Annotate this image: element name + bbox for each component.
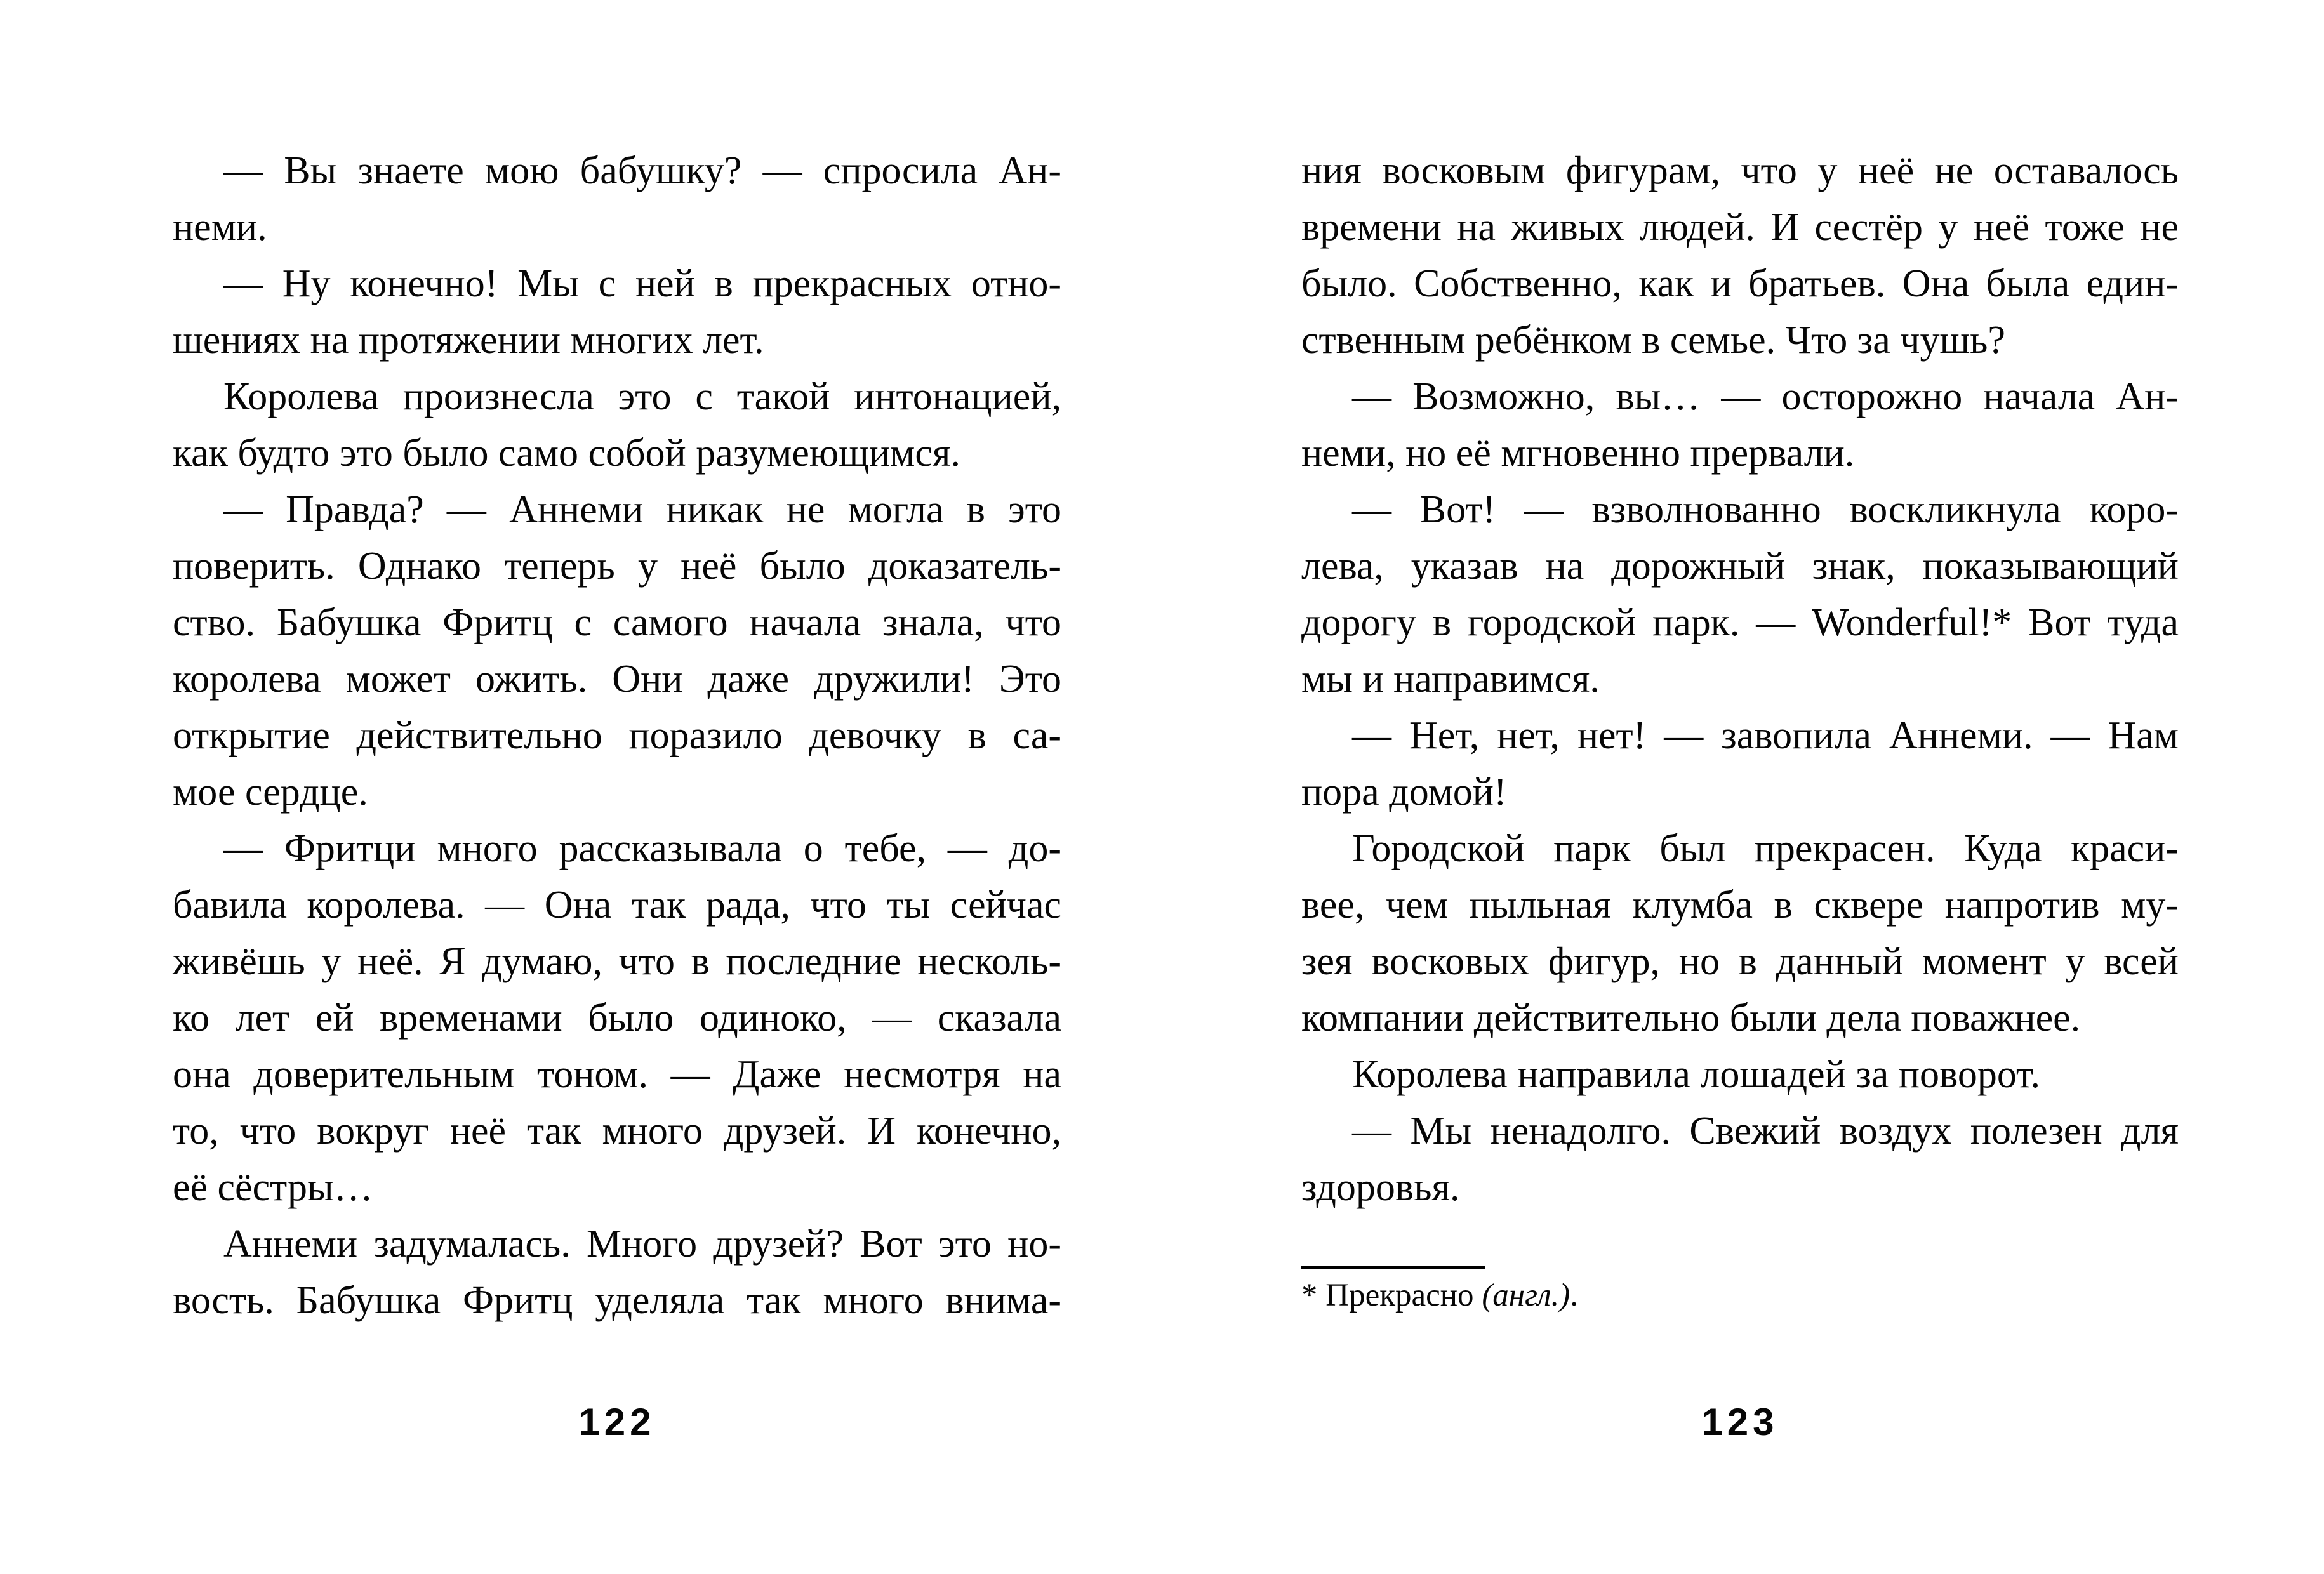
text-line: ния восковым фигурам, что у неё не оставалось	[1301, 149, 2179, 192]
text-line: вее, чем пыльная клумба в сквере напротив му-	[1301, 883, 2179, 927]
text-line: лева, указав на дорожный знак, показывающий	[1301, 545, 2179, 588]
text-line: живёшь у неё. Я думаю, что в последние несколь-	[173, 940, 1061, 983]
text-line: то, что вокруг неё так много друзей. И конечно,	[173, 1109, 1061, 1153]
text-line: зея восковых фигур, но в данный момент у всей	[1301, 940, 2179, 983]
text-line: времени на живых людей. И сестёр у неё тоже не	[1301, 206, 2179, 249]
text-line: Аннеми задумалась. Много друзей? Вот это но-	[223, 1222, 1061, 1266]
text-line: пора домой!	[1301, 770, 1507, 814]
text-line: неми, но её мгновенно прервали.	[1301, 432, 1855, 475]
text-line: было. Собственно, как и братьев. Она была един-	[1301, 262, 2179, 305]
footnote-marker: *	[1301, 1278, 1326, 1313]
text-line: открытие действительно поразило девочку в са-	[173, 714, 1061, 757]
text-line: неми.	[173, 206, 267, 249]
text-line: здоровья.	[1301, 1166, 1460, 1209]
text-line: — Фритци много рассказывала о тебе, — до-	[223, 827, 1061, 870]
text-line: — Ну конечно! Мы с ней в прекрасных отно-	[223, 262, 1061, 305]
text-line: Городской парк был прекрасен. Куда краси-	[1352, 827, 2179, 870]
text-line: Королева направила лошадей за поворот.	[1352, 1053, 2040, 1096]
footnote-rule	[1301, 1266, 1485, 1269]
text-line: вость. Бабушка Фритц уделяла так много внима-	[173, 1279, 1061, 1322]
text-line: бавила королева. — Она так рада, что ты сейчас	[173, 883, 1061, 927]
text-line: она доверительным тоном. — Даже несмотря на	[173, 1053, 1061, 1096]
left-text-column	[173, 143, 1061, 1329]
text-line: ственным ребёнком в семье. Что за чушь?	[1301, 319, 2005, 362]
text-line: мы и направимся.	[1301, 658, 1600, 701]
text-line: мое сердце.	[173, 770, 368, 814]
text-line: дорогу в городской парк. — Wonderful!* Вот туда	[1301, 601, 2179, 644]
text-line: шениях на протяжении многих лет.	[173, 319, 764, 362]
text-line: ко лет ей временами было одиноко, — сказала	[173, 996, 1061, 1040]
text-line: — Вот! — взволнованно воскликнула коро-	[1352, 488, 2179, 531]
right-page-number: 123	[1701, 1401, 1779, 1443]
left-page-number: 122	[578, 1401, 656, 1443]
text-line: поверить. Однако теперь у неё было доказатель-	[173, 545, 1061, 588]
text-line: — Вы знаете мою бабушку? — спросила Ан-	[223, 149, 1061, 192]
text-line: Королева произнесла это с такой интонацией,	[223, 375, 1061, 418]
right-text-column	[1301, 143, 2179, 1216]
text-line: — Возможно, вы… — осторожно начала Ан-	[1352, 375, 2179, 418]
footnote-word: Прекрасно	[1325, 1278, 1482, 1313]
text-line: — Правда? — Аннеми никак не могла в это	[223, 488, 1061, 531]
footnote-language-note: (англ.)	[1482, 1278, 1570, 1313]
text-line: ство. Бабушка Фритц с самого начала знала, что	[173, 601, 1061, 644]
text-line: компании действительно были дела поважнее.	[1301, 996, 2081, 1040]
footnote	[1301, 1266, 2179, 1316]
text-line: королева может ожить. Они даже дружили! Это	[173, 658, 1061, 701]
text-line: — Мы ненадолго. Свежий воздух полезен для	[1352, 1109, 2179, 1153]
footnote-text	[1301, 1275, 2179, 1316]
text-line: её сёстры…	[173, 1166, 373, 1209]
text-line: — Нет, нет, нет! — завопила Аннеми. — Нам	[1352, 714, 2179, 757]
footnote-period: .	[1570, 1278, 1579, 1313]
text-line: как будто это было само собой разумеющимся.	[173, 432, 960, 475]
